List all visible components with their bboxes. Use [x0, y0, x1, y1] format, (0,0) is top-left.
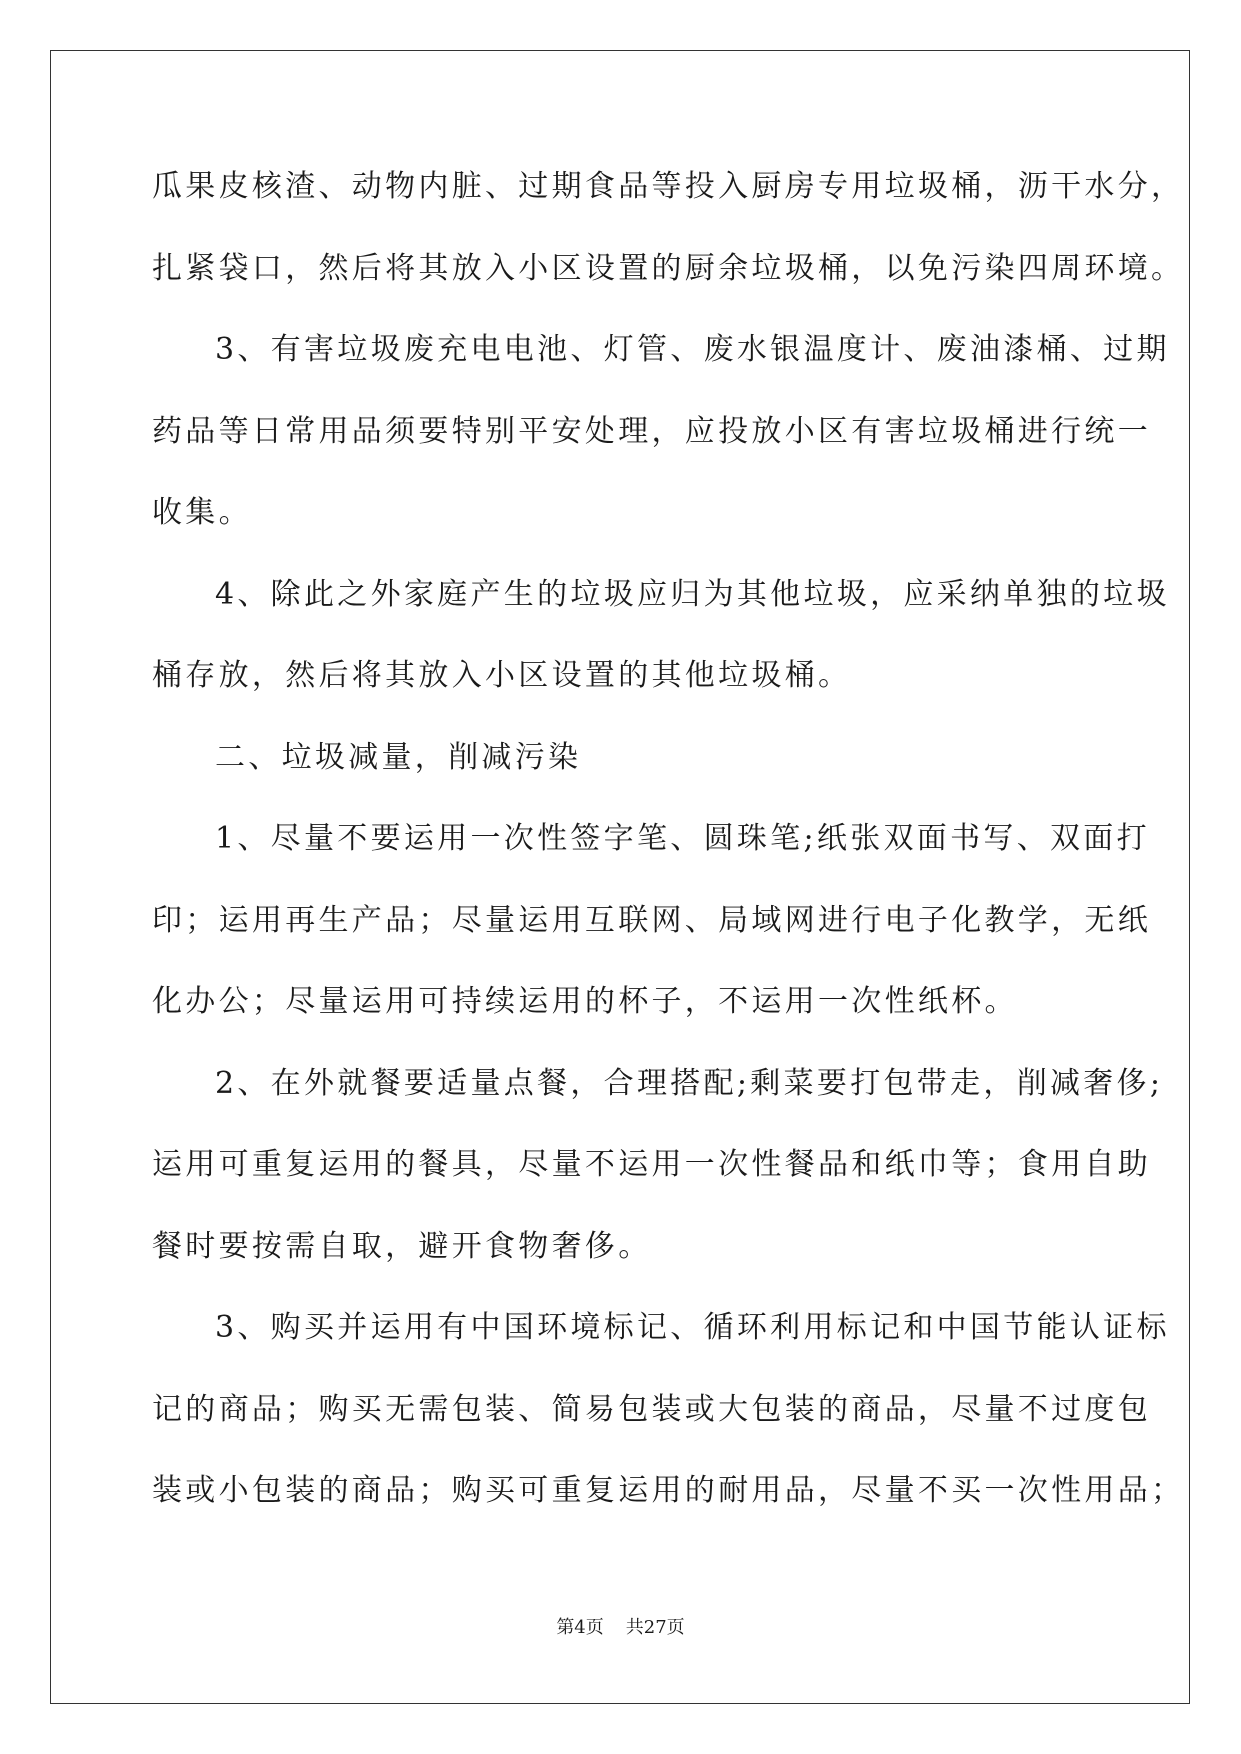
document-body [152, 166, 1185, 1552]
text-line: 桶存放，然后将其放入小区设置的其他垃圾桶。 [152, 658, 852, 693]
text-line: 2、在外就餐要适量点餐，合理搭配;剩菜要打包带走，削减奢侈; [215, 1065, 1164, 1101]
text-line: 瓜果皮核渣、动物内脏、过期食品等投入厨房专用垃圾桶，沥干水分， [152, 169, 1185, 204]
text-line: 收集。 [152, 495, 252, 530]
text-line: 餐时要按需自取，避开食物奢侈。 [152, 1228, 652, 1264]
text-line: 运用可重复运用的餐具，尽量不运用一次性餐品和纸巾等；食用自助 [152, 1147, 1151, 1182]
page-footer [0, 1616, 1241, 1640]
text-line: 4、除此之外家庭产生的垃圾应归为其他垃圾，应采纳单独的垃圾 [215, 576, 1170, 612]
text-line: 3、有害垃圾废充电电池、灯管、废水银温度计、废油漆桶、过期 [215, 332, 1170, 367]
text-line: 1、尽量不要运用一次性签字笔、圆珠笔;纸张双面书写、双面打 [215, 821, 1150, 856]
text-line: 化办公；尽量运用可持续运用的杯子，不运用一次性纸杯。 [152, 984, 1018, 1019]
section-heading: 二、垃圾减量，削减污染 [215, 739, 582, 775]
page-number: 第4页 [556, 1617, 604, 1638]
text-line: 3、购买并运用有中国环境标记、循环利用标记和中国节能认证标 [215, 1310, 1170, 1345]
page-total: 共27页 [625, 1617, 685, 1638]
text-line: 记的商品；购买无需包装、简易包装或大包装的商品，尽量不过度包 [152, 1391, 1151, 1427]
text-line: 装或小包装的商品；购买可重复运用的耐用品，尽量不买一次性用品； [152, 1473, 1185, 1508]
text-line: 扎紧袋口，然后将其放入小区设置的厨余垃圾桶，以免污染四周环境。 [152, 250, 1185, 286]
text-line: 药品等日常用品须要特别平安处理，应投放小区有害垃圾桶进行统一 [152, 413, 1151, 449]
text-line: 印；运用再生产品；尽量运用互联网、局域网进行电子化教学，无纸 [152, 902, 1151, 938]
